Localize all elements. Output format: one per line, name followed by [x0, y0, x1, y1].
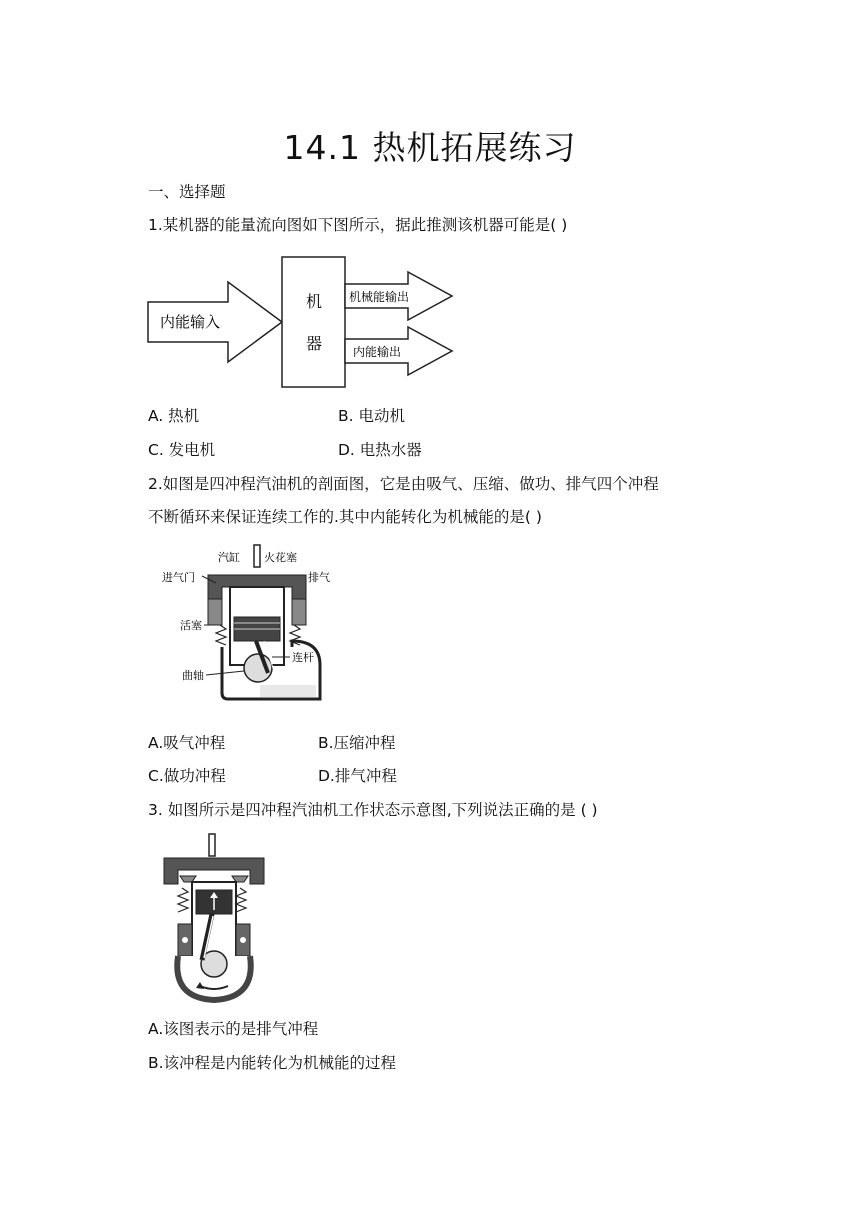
engine-cross-section-diagram: [160, 543, 330, 703]
label-cylinder: 汽缸: [218, 551, 240, 564]
section-heading: 一、选择题: [148, 183, 226, 201]
q1-option-b: B. 电动机: [338, 407, 405, 425]
q1-option-c: C. 发电机: [148, 441, 216, 459]
output-arrow-mechanical-label: 机械能输出: [349, 290, 410, 304]
question-2-stem-line-2: 不断循环来保证连续工作的.其中内能转化为机械能的是( ): [148, 508, 542, 526]
machine-label-2: 器: [306, 334, 323, 353]
label-spark-plug: 火花塞: [264, 551, 297, 564]
label-connecting-rod: 连杆: [292, 651, 314, 664]
q2-option-d: D.排气冲程: [318, 767, 397, 785]
q3-option-a: A.该图表示的是排气冲程: [148, 1020, 319, 1038]
q1-option-a: A. 热机: [148, 407, 200, 425]
engine-stroke-diagram: [158, 832, 270, 1004]
question-3-stem: 3. 如图所示是四冲程汽油机工作状态示意图,下列说法正确的是 ( ): [148, 801, 598, 819]
machine-box: [282, 257, 345, 387]
question-2-stem-line-1: 2.如图是四冲程汽油机的剖面图，它是由吸气、压缩、做功、排气四个冲程: [148, 475, 659, 493]
q2-option-a: A.吸气冲程: [148, 734, 226, 752]
label-intake-valve: 进气门: [162, 571, 195, 584]
machine-label-1: 机: [306, 292, 323, 311]
q3-option-b: B.该冲程是内能转化为机械能的过程: [148, 1054, 397, 1072]
label-exhaust: 排气: [308, 571, 330, 584]
q2-option-c: C.做功冲程: [148, 767, 226, 785]
output-arrow-internal-label: 内能输出: [353, 345, 402, 359]
q1-option-d: D. 电热水器: [338, 441, 422, 459]
label-crankshaft: 曲轴: [182, 669, 204, 682]
input-arrow-label: 内能输入: [160, 313, 221, 331]
question-1-stem: 1.某机器的能量流向图如下图所示，据此推测该机器可能是( ): [148, 216, 568, 234]
label-piston: 活塞: [180, 619, 202, 632]
energy-flow-diagram: [146, 255, 456, 390]
page-title: 14.1 热机拓展练习: [283, 128, 577, 167]
q2-option-b: B.压缩冲程: [318, 734, 396, 752]
